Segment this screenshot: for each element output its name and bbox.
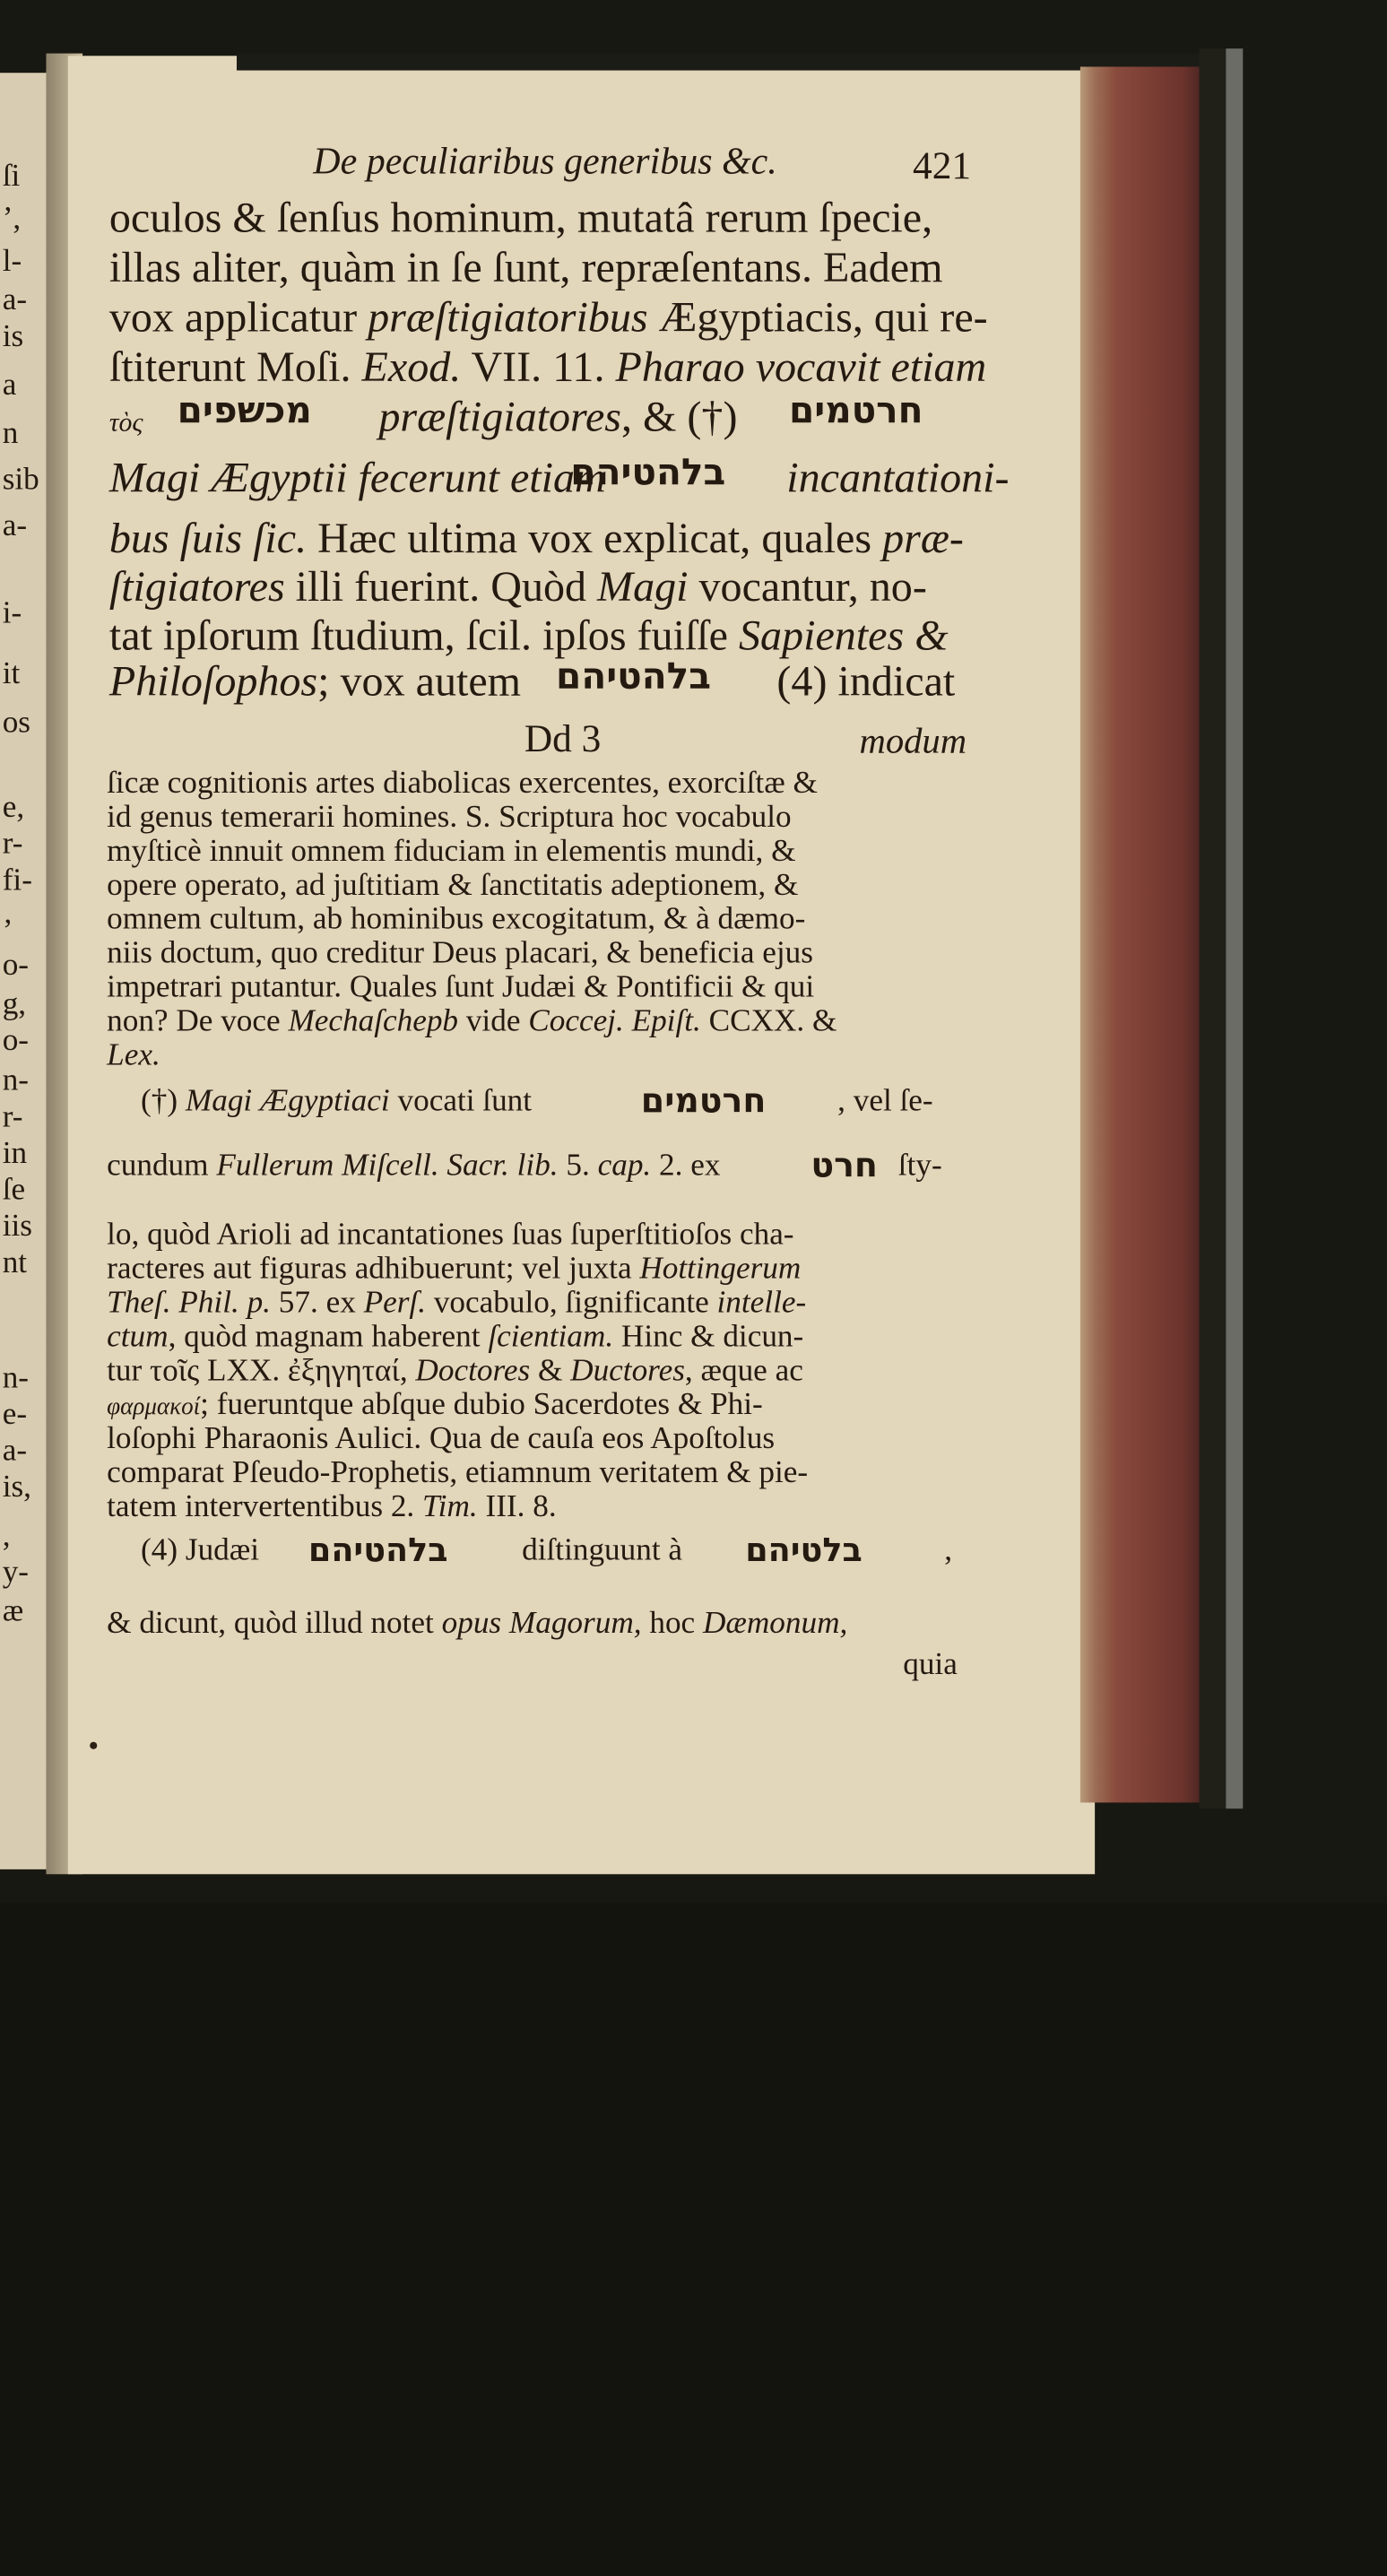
hebrew-word [556,655,711,698]
italic-run: intelle- [716,1284,807,1320]
margin-fragment: n- [2,1062,30,1097]
text-run: tat ipſorum ſtudium, ſcil. ipſos fuiſſe [108,610,739,660]
note-line [141,1531,259,1568]
italic-run: ſtigiatores [108,561,285,611]
hebrew-run: בלטיהם [745,1531,863,1570]
hebrew-run: בלהטיהם [570,451,726,494]
text-line [776,655,955,707]
text-run: CCXX. & [700,1002,837,1038]
hebrew-word [641,1080,767,1121]
italic-run: Perſ. [363,1284,427,1320]
text-run: Hæc ultima vox explicat, quales [307,513,883,562]
text-run: & [530,1352,571,1388]
text-run: myſticè innuit omnem fiduciam in elementis mundi, & [107,832,796,868]
italic-run: Philoſophos [108,656,318,706]
ink-speck [90,1742,97,1749]
left-page-margin-fragments [0,0,58,1904]
italic-run: Tim. [422,1487,478,1524]
italic-run: Hottingerum [639,1250,802,1286]
margin-fragment: e, [2,788,25,825]
hebrew-run: בלהטיהם [556,655,712,698]
margin-fragment: ſe [2,1171,26,1207]
hebrew-word [570,452,725,494]
hebrew-run: בלהטיהם [308,1531,448,1570]
italic-run: Mechaſchepb [288,1002,459,1038]
hebrew-run: חרטמים [788,389,923,432]
note-line [107,1605,847,1642]
text-line [109,391,143,442]
board-edge [1226,48,1243,1808]
text-run: III. 8. [477,1487,557,1524]
text-line [378,391,737,442]
note-line [107,1147,720,1184]
note-line [107,968,814,1005]
margin-fragment: ʼ [2,913,13,949]
text-run: , vel ſe- [837,1082,933,1118]
margin-fragment: , [2,1517,11,1553]
text-run: ſtiterunt Moſi. [108,342,362,391]
italic-run: Sapientes & [738,610,949,660]
text-run: illi fuerint. Quòd [284,561,598,611]
hebrew-word [308,1531,448,1569]
text-run: , [944,1531,953,1567]
margin-fragment: ʼ, [2,200,22,236]
note-line [141,1083,532,1120]
running-head: De peculiaribus generibus &c. [313,139,777,183]
margin-fragment: is, [2,1469,31,1505]
note-line [107,1386,763,1423]
text-run: vocati ſunt [389,1082,533,1118]
note-line [107,1318,803,1355]
text-run: cundum [107,1147,217,1183]
italic-run: præſtigiatores [378,392,621,441]
text-run: omnem cultum, ab hominibus excogitatum, & à dæmo- [107,900,806,936]
text-run: (4) Judæi [141,1531,260,1567]
margin-fragment: is [2,317,24,353]
text-run: & dicunt, quòd illud notet [107,1604,442,1640]
text-run: opere operato, ad juſtitiam & ſanctitatis adeptionem, & [107,866,799,902]
margin-fragment: it [2,655,21,691]
text-run: VII. 11. [461,342,616,391]
edge-strip [1200,48,1227,1808]
margin-fragment: a- [2,1432,28,1468]
margin-fragment: r- [2,825,23,861]
note-line [107,901,805,938]
text-run: id genus temerarii homines. S. Scriptura hoc vocabulo [107,798,792,835]
italic-run: Magi [597,561,689,611]
italic-run: Exod. [361,342,462,391]
catchword: modum [859,721,967,761]
note-line [107,934,813,971]
text-run: oculos & ſenſus hominum, mutatâ rerum ſpecie, [108,193,933,242]
note-line [107,1284,806,1321]
italic-run: Magi Ægyptii fecerunt etiam [108,452,606,502]
text-run: comparat Pſeudo-Prophetis, etiamnum veritatem & pie- [107,1453,809,1490]
margin-fragment: e- [2,1395,28,1432]
text-run: ; fueruntque abſque dubio Sacerdotes & Phi- [200,1386,763,1422]
margin-fragment: l- [2,242,22,279]
note-line [107,1352,803,1389]
greek-run: τὸς [108,406,143,438]
italic-run: incantationi- [786,452,1010,502]
note-line [107,1036,160,1073]
note-line [107,765,818,802]
italic-run: præſtigiatoribus [368,292,648,342]
italic-run: præ- [882,513,964,562]
text-line [109,291,988,343]
note-line [107,1217,793,1253]
margin-fragment: os [2,704,31,740]
note-line [107,1002,837,1039]
text-run: impetrari putantur. Quales ſunt Judæi & Pontificii & qui [107,968,815,1004]
italic-run: Doctores [415,1352,531,1388]
note-line [107,833,795,870]
italic-run: Ductores [570,1352,685,1388]
catchword [903,1646,958,1683]
note-line [107,1250,801,1287]
text-line [109,512,964,563]
text-run: , & (†) [620,392,738,441]
greek-run: φαρμακοί [107,1393,201,1420]
margin-fragment: fi- [2,862,32,898]
text-line [786,452,1009,503]
margin-fragment: iis [2,1208,32,1244]
italic-run: cap. [597,1147,652,1183]
italic-run: opus Magorum, [441,1604,642,1640]
hebrew-word [178,390,312,432]
text-run: niis doctum, quo creditur Deus placari, & beneficia ejus [107,934,813,970]
margin-fragment: r- [2,1098,23,1134]
text-run: quia [903,1645,958,1682]
page-edge-block [1080,66,1201,1802]
text-run: non? De voce [107,1002,289,1038]
note-line [107,1454,808,1491]
note-line [107,1420,775,1457]
text-run: ; vox autem [317,656,522,706]
text-run: tur τοῖς LXX. ἐξηγηταί, [107,1352,416,1388]
margin-fragment: i- [2,594,22,630]
text-run: loſophi Pharaonis Aulici. Qua de cauſa eos Apoſtolus [107,1419,776,1456]
text-run: racteres aut figuras adhibuerunt; vel juxta [107,1250,640,1286]
text-line [109,655,521,707]
text-run: vocantur, no- [688,561,927,611]
text-run: (†) [141,1082,186,1118]
margin-fragment: o- [2,946,30,983]
text-run: (4) indicat [776,656,956,706]
text-run: illas aliter, quàm in ſe ſunt, repræſentans. Eadem [108,242,943,291]
italic-run: Magi Ægyptiaci [185,1082,390,1118]
text-run: ſicæ cognitionis artes diabolicas exercentes, exorciſtæ & [107,764,818,801]
margin-fragment: sib [2,461,39,497]
margin-fragment: a- [2,507,28,543]
italic-run: bus ſuis ſic. [108,513,308,562]
text-line [109,241,943,292]
margin-fragment: n [2,414,19,451]
hebrew-word [745,1531,863,1569]
text-run: Ægyptiacis, qui re- [647,292,988,342]
note-line [107,867,798,904]
margin-fragment: nt [2,1244,28,1279]
italic-run: Dæmonum, [702,1604,848,1640]
note-line [944,1531,952,1568]
italic-run: ctum [107,1318,169,1354]
note-line [898,1147,942,1184]
page-number: 421 [913,143,972,187]
top-board-shadow [237,54,1208,71]
margin-fragment: ſi [2,157,21,194]
hebrew-run: מכשפים [177,389,312,432]
text-run: lo, quòd Arioli ad incantationes ſuas ſuperſtitioſos cha- [107,1216,794,1252]
hebrew-run: חרטמים [640,1080,767,1121]
text-run: Hinc & dicun- [613,1318,804,1354]
text-run: 5. [558,1147,598,1183]
text-run: , quòd magnam haberent [168,1318,489,1354]
italic-run: ſcientiam. [488,1318,614,1354]
hebrew-run: חרט [811,1144,878,1185]
margin-fragment: a- [2,282,28,317]
italic-run: Fullerum Miſcell. Sacr. lib. [216,1147,559,1183]
text-run: hoc [641,1604,703,1640]
margin-fragment: y- [2,1553,30,1590]
text-line [109,452,606,503]
text-run: 57. ex [270,1284,364,1320]
margin-fragment: g, [2,985,27,1021]
text-line [109,560,927,611]
text-run: vox applicatur [108,292,368,342]
note-line [522,1531,682,1568]
hebrew-word [811,1145,878,1185]
text-run: 2. ex [651,1147,721,1183]
margin-fragment: in [2,1134,28,1171]
margin-fragment: a [2,366,17,403]
text-run: ſty- [897,1147,942,1183]
italic-run: Lex. [107,1036,160,1072]
text-run: tatem intervertentibus 2. [107,1487,423,1524]
italic-run: Theſ. Phil. p. [107,1284,271,1320]
text-line [109,192,932,243]
text-run: vocabulo, ſignificante [426,1284,717,1320]
margin-fragment: o- [2,1021,30,1058]
note-line [837,1083,933,1120]
text-line [109,610,949,661]
italic-run: Pharao vocavit etiam [615,342,987,391]
note-line [107,799,791,836]
text-line [109,341,986,392]
text-run: diſtinguunt à [522,1531,683,1567]
italic-run: Coccej. Epiſt. [528,1002,701,1038]
signature-mark: Dd 3 [524,716,602,760]
text-run: vide [458,1002,529,1038]
hebrew-word [789,390,923,432]
text-run: , æque ac [684,1352,803,1388]
margin-fragment: n- [2,1359,30,1395]
note-line [107,1488,557,1525]
margin-fragment: æ [2,1592,24,1628]
